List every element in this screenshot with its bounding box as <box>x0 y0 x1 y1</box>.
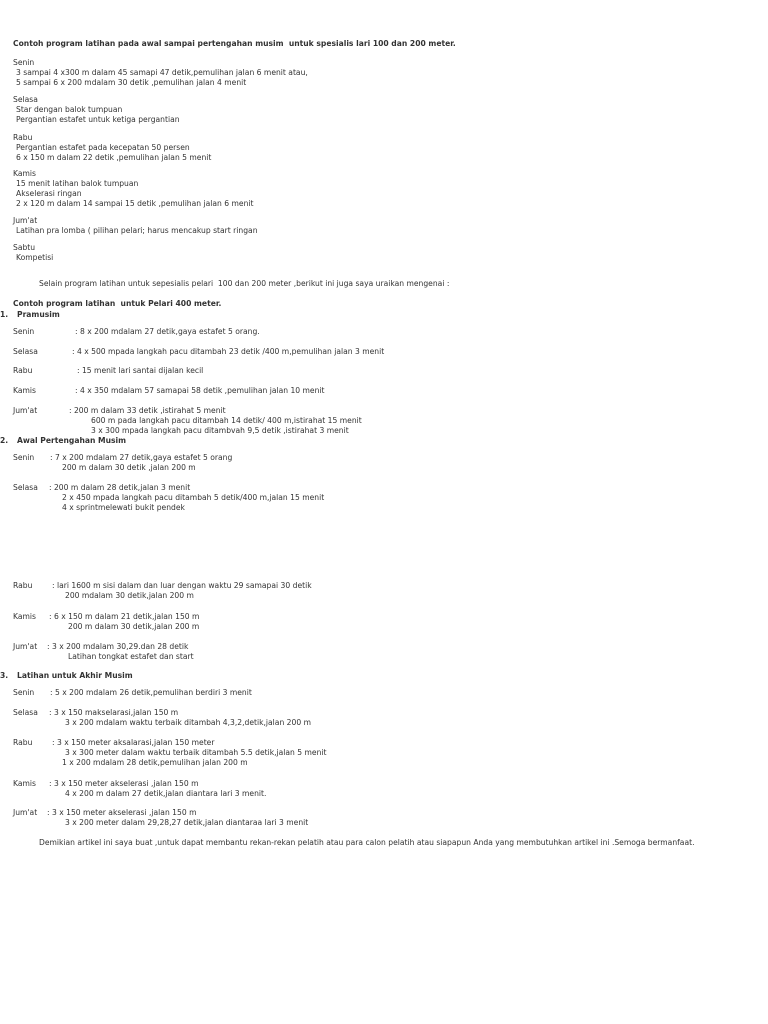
closing-paragraph: Demikian artikel ini saya buat ,untuk dapat membantu rekan-rekan pelatih atau para calon pelatih atau siapapun Anda yang membutuhkan artikel ini .Semoga bermanfaat. <box>39 838 695 847</box>
day-detail: : 200 m dalam 33 detik ,istirahat 5 menit <box>69 406 226 415</box>
day-detail: 4 x sprintmelewati bukit pendek <box>62 503 185 512</box>
day-detail: 3 x 300 mpada langkah pacu ditambvah 9,5 detik ,istirahat 3 menit <box>91 426 349 435</box>
day-detail: 3 x 200 meter dalam 29,28,27 detik,jalan diantaraa lari 3 menit <box>65 818 309 827</box>
section-title: Latihan untuk Akhir Musim <box>17 671 133 680</box>
day-label: Jum'at <box>13 808 38 817</box>
day-label: Jum'at <box>13 406 38 415</box>
day-detail: 3 x 200 mdalam waktu terbaik ditambah 4,3,2,detik,jalan 200 m <box>65 718 311 727</box>
day-detail: : 3 x 150 meter aksalarasi,jalan 150 meter <box>52 738 215 747</box>
day-detail: : 3 x 150 makselarasi,jalan 150 m <box>49 708 179 717</box>
day-detail: 6 x 150 m dalam 22 detik ,pemulihan jalan 5 menit <box>16 153 212 162</box>
day-detail: Latihan pra lomba ( pilihan pelari; harus mencakup start ringan <box>16 226 258 235</box>
section-number: 2. <box>0 436 9 445</box>
day-label: Jum'at <box>13 642 38 651</box>
intro-paragraph: Selain program latihan untuk sepesialis pelari 100 dan 200 meter ,berikut ini juga saya uraikan mengenai : <box>39 279 450 288</box>
day-detail: 2 x 120 m dalam 14 sampai 15 detik ,pemulihan jalan 6 menit <box>16 199 254 208</box>
day-detail: : 8 x 200 mdalam 27 detik,gaya estafet 5 orang. <box>75 327 260 336</box>
day-detail: Pergantian estafet untuk ketiga pergantian <box>16 115 180 124</box>
day-detail: Kompetisi <box>16 253 54 262</box>
day-detail: Pergantian estafet pada kecepatan 50 persen <box>16 143 190 152</box>
day-detail: : 200 m dalam 28 detik,jalan 3 menit <box>49 483 191 492</box>
day-label: Jum'at <box>13 216 38 225</box>
day-label: Rabu <box>13 133 33 142</box>
day-label: Kamis <box>13 169 36 178</box>
day-detail: : 4 x 500 mpada langkah pacu ditambah 23 detik /400 m,pemulihan jalan 3 menit <box>72 347 385 356</box>
day-label: Kamis <box>13 779 36 788</box>
heading-400m-program: Contoh program latihan untuk Pelari 400 meter. <box>13 299 222 308</box>
day-label: Sabtu <box>13 243 36 252</box>
day-detail: 200 m dalam 30 detik,jalan 200 m <box>68 622 200 631</box>
day-detail: : 5 x 200 mdalam 26 detik,pemulihan berdiri 3 menit <box>50 688 252 697</box>
day-label: Selasa <box>13 708 38 717</box>
day-label: Senin <box>13 327 35 336</box>
day-label: Rabu <box>13 738 33 747</box>
day-detail: 1 x 200 mdalam 28 detik,pemulihan jalan 200 m <box>62 758 248 767</box>
day-detail: 600 m pada langkah pacu ditambah 14 detik/ 400 m,istirahat 15 menit <box>91 416 362 425</box>
day-detail: : 7 x 200 mdalam 27 detik,gaya estafet 5 orang <box>50 453 233 462</box>
section-title: Awal Pertengahan Musim <box>17 436 127 445</box>
day-detail: 15 menit latihan balok tumpuan <box>16 179 139 188</box>
day-detail: 2 x 450 mpada langkah pacu ditambah 5 detik/400 m,jalan 15 menit <box>62 493 325 502</box>
day-label: Senin <box>13 58 35 67</box>
section-title: Pramusim <box>17 310 60 319</box>
heading-sprint-program: Contoh program latihan pada awal sampai pertengahan musim untuk spesialis lari 100 dan 200 meter. <box>13 39 456 48</box>
day-detail: 200 m dalam 30 detik ,jalan 200 m <box>62 463 196 472</box>
day-detail: 5 sampai 6 x 200 mdalam 30 detik ,pemulihan jalan 4 menit <box>16 78 247 87</box>
day-label: Selasa <box>13 347 38 356</box>
day-detail: : 4 x 350 mdalam 57 samapai 58 detik ,pemulihan jalan 10 menit <box>75 386 325 395</box>
day-detail: Latihan tongkat estafet dan start <box>68 652 194 661</box>
day-detail: : 6 x 150 m dalam 21 detik,jalan 150 m <box>49 612 200 621</box>
day-detail: : 3 x 150 meter akselerasi ,jalan 150 m <box>49 779 199 788</box>
day-detail: 3 sampai 4 x300 m dalam 45 samapi 47 detik,pemulihan jalan 6 menit atau, <box>16 68 308 77</box>
day-label: Senin <box>13 688 35 697</box>
day-label: Senin <box>13 453 35 462</box>
day-detail: : lari 1600 m sisi dalam dan luar dengan waktu 29 samapai 30 detik <box>52 581 312 590</box>
day-detail: 4 x 200 m dalam 27 detik,jalan diantara lari 3 menit. <box>65 789 267 798</box>
day-label: Kamis <box>13 612 36 621</box>
day-detail: : 3 x 200 mdalam 30,29.dan 28 detik <box>47 642 189 651</box>
day-detail: 200 mdalam 30 detik,jalan 200 m <box>65 591 194 600</box>
day-label: Kamis <box>13 386 36 395</box>
day-label: Rabu <box>13 581 33 590</box>
day-detail: : 15 menit lari santai dijalan kecil <box>77 366 204 375</box>
day-detail: : 3 x 150 meter akselerasi ,jalan 150 m <box>47 808 197 817</box>
day-label: Rabu <box>13 366 33 375</box>
day-label: Selasa <box>13 95 38 104</box>
section-number: 1. <box>0 310 9 319</box>
day-detail: Akselerasi ringan <box>16 189 82 198</box>
day-detail: Star dengan balok tumpuan <box>16 105 123 114</box>
day-detail: 3 x 300 meter dalam waktu terbaik ditambah 5.5 detik,jalan 5 menit <box>65 748 327 757</box>
day-label: Selasa <box>13 483 38 492</box>
section-number: 3. <box>0 671 9 680</box>
